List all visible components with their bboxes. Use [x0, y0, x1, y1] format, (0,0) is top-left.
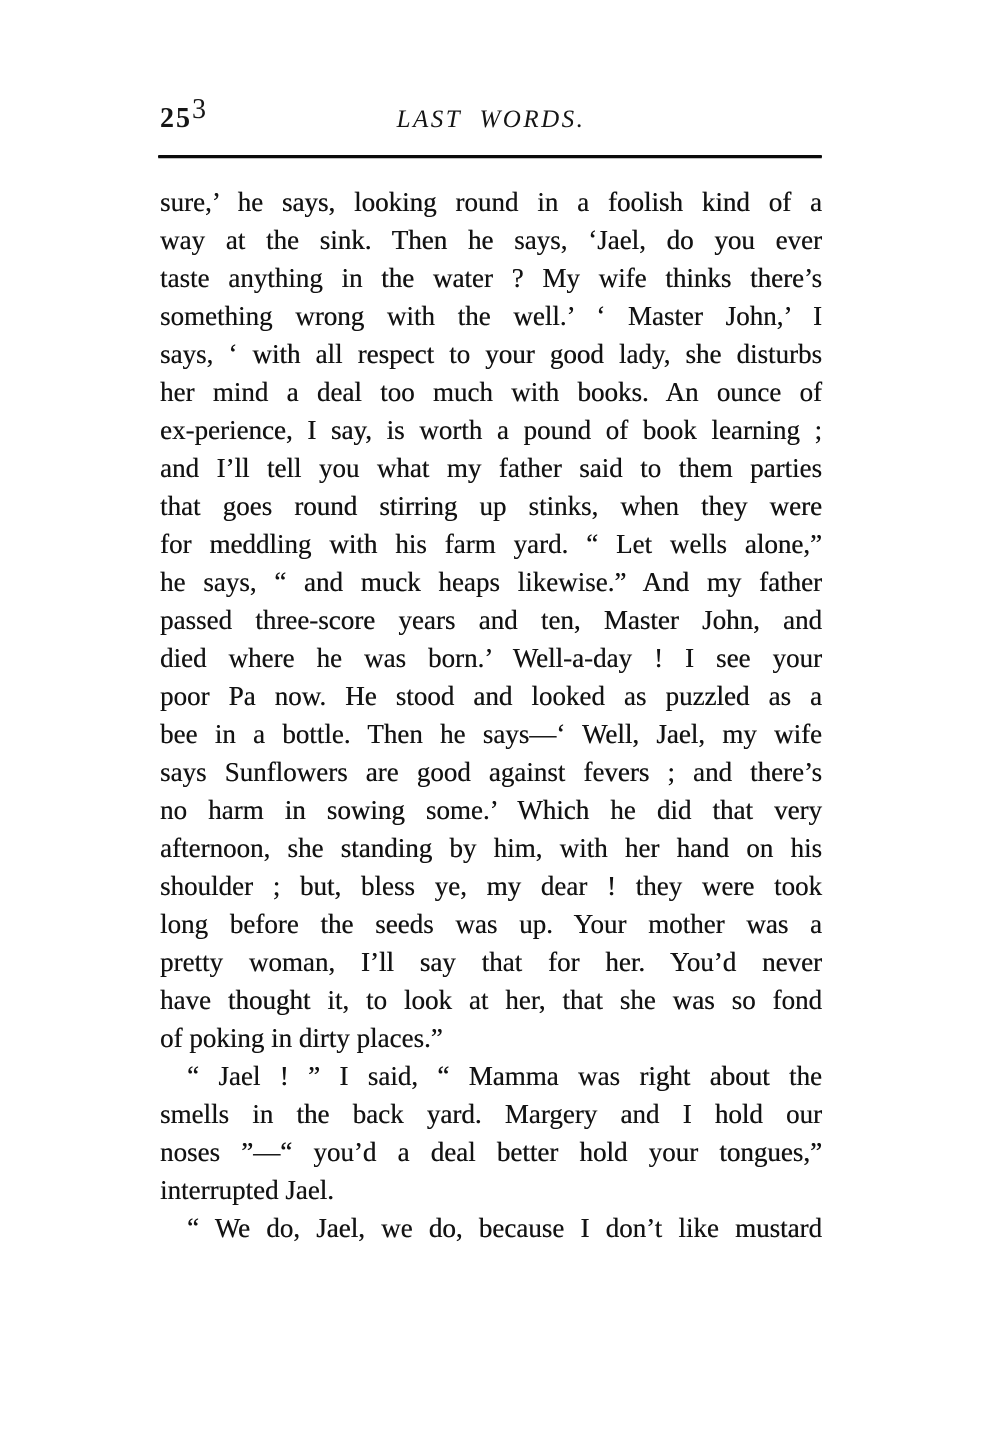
text-line: died where he was born.’ Well-a-day ! I see your — [160, 643, 822, 673]
text-line: says, ‘ with all respect to your good lady, she disturbs — [160, 339, 822, 369]
text-line: that goes round stirring up stinks, when they were — [160, 491, 822, 521]
text-line: have thought it, to look at her, that she was so fond — [160, 985, 822, 1015]
text-line: long before the seeds was up. Your mother was a — [160, 909, 822, 939]
text-line: sure,’ he says, looking round in a foolish kind of a — [160, 187, 822, 217]
text-line: interrupted Jael. — [160, 1175, 334, 1205]
text-line: bee in a bottle. Then he says—‘ Well, Jael, my wife — [160, 719, 822, 749]
text-block — [160, 183, 822, 1247]
header-rule — [158, 155, 822, 158]
text-line: afternoon, she standing by him, with her hand on his — [160, 833, 822, 863]
text-line: smells in the back yard. Margery and I hold our — [160, 1099, 822, 1129]
text-line: noses ”—“ you’d a deal better hold your tongues,” — [160, 1137, 822, 1167]
text-line: shoulder ; but, bless ye, my dear ! they were took — [160, 871, 822, 901]
text-line: of poking in dirty places.” — [160, 1023, 443, 1053]
paragraph — [160, 183, 822, 1057]
text-line: for meddling with his farm yard. “ Let wells alone,” — [160, 529, 822, 559]
text-line: her mind a deal too much with books. An ounce of — [160, 377, 822, 407]
text-line: “ We do, Jael, we do, because I don’t like mustard — [187, 1213, 822, 1243]
text-line: poor Pa now. He stood and looked as puzzled as a — [160, 681, 822, 711]
text-line: ex-perience, I say, is worth a pound of book learning ; — [160, 415, 822, 445]
text-line: he says, “ and muck heaps likewise.” And my father — [160, 567, 822, 597]
paragraph — [160, 1209, 822, 1247]
running-head-title: LAST WORDS. — [396, 106, 586, 133]
text-line: says Sunflowers are good against fevers ; and there’s — [160, 757, 822, 787]
text-line: no harm in sowing some.’ Which he did that very — [160, 795, 822, 825]
text-line: something wrong with the well.’ ‘ Master John,’ I — [160, 301, 822, 331]
text-line: taste anything in the water ? My wife thinks there’s — [160, 263, 822, 293]
text-line: and I’ll tell you what my father said to them parties — [160, 453, 822, 483]
page-number-main: 25 — [160, 103, 192, 134]
paragraph — [160, 1057, 822, 1209]
text-line: “ Jael ! ” I said, “ Mamma was right about the — [187, 1061, 822, 1091]
text-line: pretty woman, I’ll say that for her. You’d never — [160, 947, 822, 977]
text-line: way at the sink. Then he says, ‘Jael, do you ever — [160, 225, 822, 255]
text-line: passed three-score years and ten, Master John, and — [160, 605, 822, 635]
page-number-raised-digit: 3 — [192, 94, 206, 125]
